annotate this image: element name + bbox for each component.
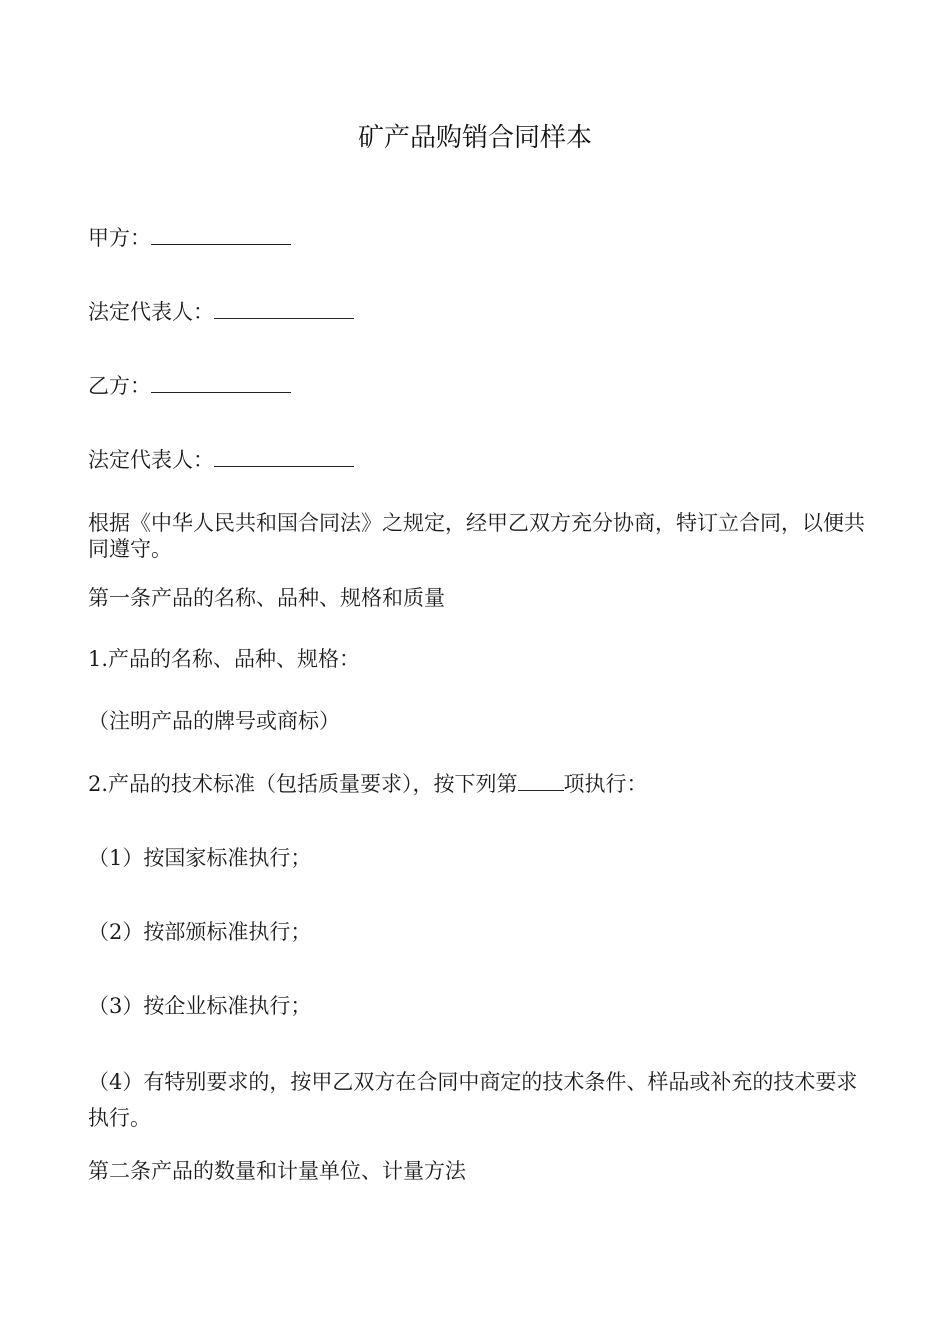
legal-rep-a-blank[interactable] (214, 298, 354, 319)
item2-line (88, 770, 868, 797)
item1-note: （注明产品的牌号或商标） (88, 709, 340, 733)
item2-blank[interactable] (518, 770, 564, 791)
legal-rep-b-label: 法定代表人： (88, 448, 214, 472)
item2-suffix: 项执行： (563, 772, 648, 796)
party-a-line (88, 224, 868, 251)
party-a-blank[interactable] (151, 224, 291, 245)
item1-text: 1.产品的名称、品种、规格： (88, 647, 361, 671)
legal-rep-a-label: 法定代表人： (88, 300, 214, 324)
intro-paragraph: 根据《中华人民共和国合同法》之规定，经甲乙双方充分协商，特订立合同，以便共同遵守。 (88, 511, 865, 561)
article1-heading: 第一条产品的名称、品种、规格和质量 (88, 586, 445, 610)
option4-text: （4）有特别要求的，按甲乙双方在合同中商定的技术条件、样品或补充的技术要求执行。 (88, 1070, 858, 1130)
party-a-label: 甲方： (88, 226, 151, 250)
option2-text: （2）按部颁标准执行； (88, 920, 312, 944)
item2-prefix: 2.产品的技术标准（包括质量要求），按下列第 (88, 772, 518, 796)
legal-rep-b-line (88, 446, 868, 473)
document-title: 矿产品购销合同样本 (357, 123, 592, 153)
legal-rep-b-blank[interactable] (214, 446, 354, 467)
option3-text: （3）按企业标准执行； (88, 994, 312, 1018)
party-b-label: 乙方： (88, 374, 151, 398)
legal-rep-a-line (88, 298, 868, 325)
article2-heading: 第二条产品的数量和计量单位、计量方法 (88, 1159, 466, 1183)
party-b-line (88, 372, 868, 399)
option1-text: （1）按国家标准执行； (88, 846, 312, 870)
party-b-blank[interactable] (151, 372, 291, 393)
